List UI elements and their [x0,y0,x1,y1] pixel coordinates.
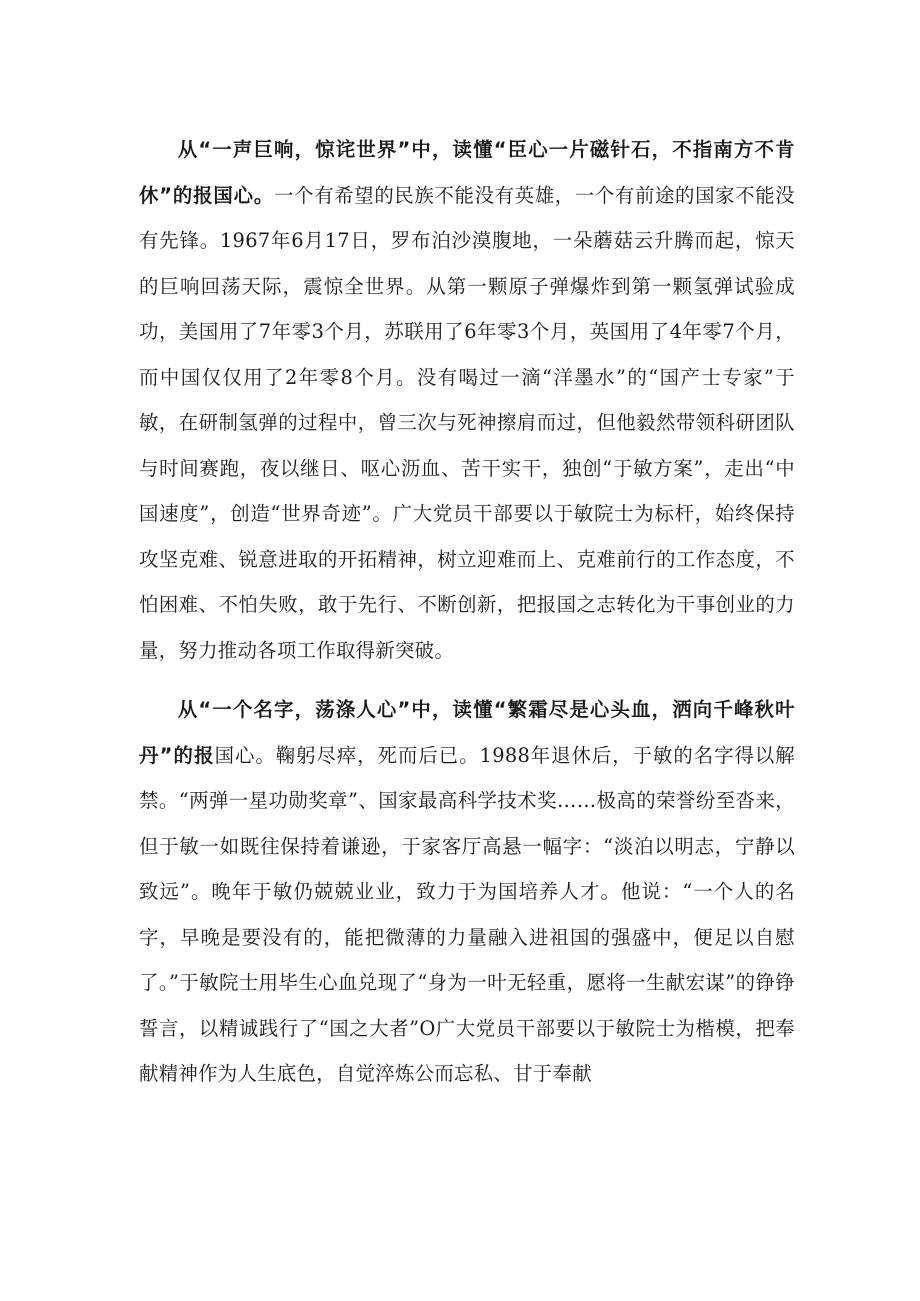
paragraph-2-lead: 从“一个名字，荡涤人心”中，读懂“繁霜尽是心头血，洒向千峰秋叶丹”的报 [139,698,795,767]
paragraph-1-body: 一个有希望的民族不能没有英雄，一个有前途的国家不能没有先锋。1967年6月17日，罗布泊沙漠腹地，一朵蘑菇云升腾而起，惊天的巨响回荡天际，震惊全世界。从第一颗原子弹爆炸到第一颗氢弹试验成功，美国用了7年零3个月，苏联用了6年零3个月，英国用了4年零7个月，而中国仅仅用了2年零8个月。没有喝过一滴“洋墨水”的“国产士专家”于敏，在研制氢弹的过程中，曾三次与死神擦肩而过，但他毅然带领科研团队与时间赛跑，夜以继日、呕心沥血、苦干实干，独创“于敏方案”，走出“中国速度”，创造“世界奇迹”。广大党员干部要以于敏院士为标杆，始终保持攻坚克难、锐意进取的开拓精神，树立迎难而上、克难前行的工作态度，不怕困难、不怕失败，敢于先行、不断创新，把报国之志转化为干事创业的力量，努力推动各项工作取得新突破。 [139,183,795,662]
paragraph-1-lead: 从“一声巨响，惊诧世界”中，读懂“臣心一片磁针石，不指南方不肯休”的报国心。 [139,138,795,207]
paragraph-2 [139,687,795,1097]
document-page [139,127,795,1097]
paragraph-1 [139,127,795,673]
paragraph-2-body: 国心。鞠躬尽瘁，死而后已。1988年退休后，于敏的名字得以解禁。“两弹一星功勋奖章”、国家最高科学技术奖……极高的荣誉纷至沓来，但于敏一如既往保持着谦逊，于家客厅高悬一幅字：“淡泊以明志，宁静以致远”。晚年于敏仍兢兢业业，致力于为国培养人才。他说：“一个人的名字，早晚是要没有的，能把微薄的力量融入进祖国的强盛中，便足以自慰了。”于敏院士用毕生心血兑现了“身为一叶无轻重，愿将一生献宏谋”的铮铮誓言，以精诚践行了“国之大者”O广大党员干部要以于敏院士为楷模，把奉献精神作为人生底色，自觉淬炼公而忘私、甘于奉献 [139,743,795,1085]
